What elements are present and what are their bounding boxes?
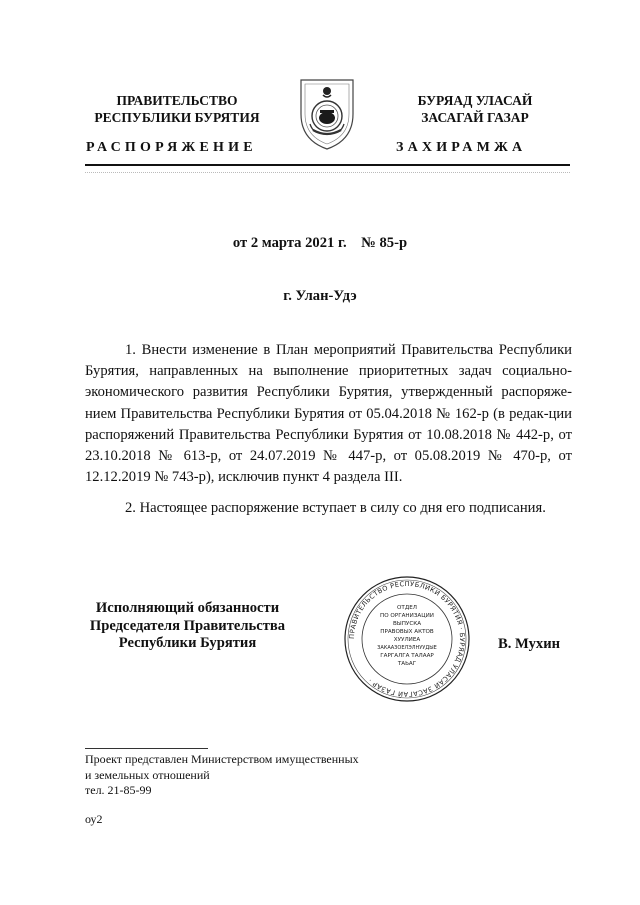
stamp-line: ВЫПУСКА (392, 621, 422, 627)
stamp-line: ХУУЛИЕА (393, 637, 421, 643)
paragraph-2: 2. Настоящее распоряжение вступает в силу со дня его подписания. (125, 500, 546, 517)
paragraph-1: 1. Внести изменение в План мероприятий Правительства Республики Бурятия, направленных на выполнение приоритетных задач социально-экономического развития Республики Бурятия, утвержденный распоряже-нием Правительства Республики Бурятия от 05.04.2018 № 162-р (в редак-ции распоряжений Правительства Республики Бурятия от 10.08.2018 № 442-р, от 23.10.2018 № 613-р, от 24.07.2019 № 447-р, от 05.08.2019 № 470-р, от 12.12.2019 № 743-р), исключив пункт 4 раздела III. (85, 342, 572, 486)
signatory-name: В. Мухин (498, 636, 561, 652)
document-code: оу2 (85, 812, 103, 826)
signatory-title-line-1: Исполняющий обязанности (95, 600, 280, 616)
government-name-buryat-line-2: ЗАСАГАЙ ГАЗАР (421, 110, 529, 125)
footer-phone: тел. 21-85-99 (85, 783, 152, 797)
city: г. Улан-Удэ (283, 288, 357, 304)
header-rule-dotted (85, 172, 570, 173)
footer-line-1: Проект представлен Министерством имущественных (85, 752, 359, 766)
government-name-russian (82, 92, 272, 126)
footer-note (85, 752, 359, 799)
document-body (85, 340, 572, 520)
signatory-title-line-2: Председателя Правительства (89, 617, 286, 634)
government-name-line-1: ПРАВИТЕЛЬСТВО (116, 93, 238, 108)
government-name-buryat (380, 92, 570, 126)
footer-rule (85, 748, 208, 749)
government-name-line-2: РЕСПУБЛИКИ БУРЯТИЯ (94, 110, 260, 125)
signatory-title-line-3: Республики Бурятия (118, 635, 257, 651)
date-number: от 2 марта 2021 г. № 85-р (232, 235, 408, 251)
stamp-line: ПО ОРГАНИЗАЦИИ (380, 613, 434, 619)
document-type-russian: РАСПОРЯЖЕНИЕ (86, 140, 257, 155)
stamp-ring-text: ПРАВИТЕЛЬСТВО РЕСПУБЛИКИ БУРЯТИЯ · БУРЯАД УЛАСАЙ ЗАСАГАЙ ГАЗАР · (347, 579, 467, 699)
header-rule-thick (85, 164, 570, 166)
official-stamp (343, 575, 471, 703)
stamp-line: ПРАВОВЫХ АКТОВ (380, 629, 434, 635)
document-type-buryat: ЗАХИРАМЖА (396, 140, 527, 155)
stamp-line: ОТДЕЛ (397, 605, 417, 611)
footer-line-2: и земельных отношений (85, 767, 210, 782)
stamp-line: ТАЬАГ (397, 661, 417, 667)
signatory-title (80, 600, 295, 653)
government-name-buryat-line-1: БУРЯАД УЛАСАЙ (417, 93, 533, 108)
coat-of-arms-emblem-icon (296, 72, 358, 152)
stamp-line: ЗАКААЗОЕЛЭЛНУУДЫЕ (377, 645, 437, 651)
stamp-line: ГАРГАЛГА ТАЛААР (380, 653, 434, 659)
